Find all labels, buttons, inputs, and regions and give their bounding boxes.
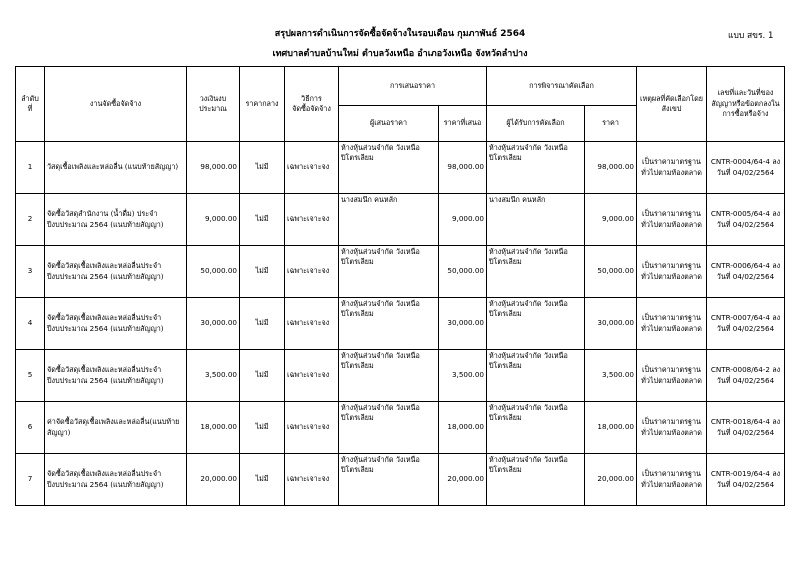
col-header-budget: วงเงินงบประมาณ xyxy=(187,67,240,142)
cell-budget: 3,500.00 xyxy=(187,350,240,402)
cell-median-price: ไม่มี xyxy=(240,142,285,194)
cell-item: จัดซื้อวัสดุสำนักงาน (น้ำดื่ม) ประจำปีงบประมาณ 2564 (แนบท้ายสัญญา) xyxy=(45,194,187,246)
table-row xyxy=(16,402,785,454)
cell-offer-price: 20,000.00 xyxy=(439,454,487,506)
table-row xyxy=(16,142,785,194)
cell-reason: เป็นราคามาตรฐานทั่วไปตามท้องตลาด xyxy=(637,246,707,298)
col-header-method: วิธีการ จัดซื้อจัดจ้าง xyxy=(285,67,339,142)
cell-bidder: นางสมนึก คนหลัก xyxy=(339,194,439,246)
cell-selected: ห้างหุ้นส่วนจำกัด วังเหนือปิโตรเลียม xyxy=(487,350,585,402)
cell-offer-price: 30,000.00 xyxy=(439,298,487,350)
cell-median-price: ไม่มี xyxy=(240,402,285,454)
cell-offer-price: 3,500.00 xyxy=(439,350,487,402)
cell-no: 2 xyxy=(16,194,45,246)
col-header-bidder: ผู้เสนอราคา xyxy=(339,106,439,142)
cell-budget: 30,000.00 xyxy=(187,298,240,350)
cell-selected: ห้างหุ้นส่วนจำกัด วังเหนือปิโตรเลียม xyxy=(487,142,585,194)
cell-item: จัดซื้อวัสดุเชื้อเพลิงและหล่อลื่นประจำปีงบประมาณ 2564 (แนบท้ายสัญญา) xyxy=(45,298,187,350)
cell-selected: ห้างหุ้นส่วนจำกัด วังเหนือปิโตรเลียม xyxy=(487,246,585,298)
cell-contract: CNTR-0019/64-4 ลงวันที่ 04/02/2564 xyxy=(707,454,785,506)
cell-selected: นางสมนึก คนหลัก xyxy=(487,194,585,246)
cell-reason: เป็นราคามาตรฐานทั่วไปตามท้องตลาด xyxy=(637,142,707,194)
cell-reason: เป็นราคามาตรฐานทั่วไปตามท้องตลาด xyxy=(637,194,707,246)
cell-median-price: ไม่มี xyxy=(240,194,285,246)
cell-bidder: ห้างหุ้นส่วนจำกัด วังเหนือปิโตรเลียม xyxy=(339,454,439,506)
table-row xyxy=(16,454,785,506)
cell-no: 6 xyxy=(16,402,45,454)
cell-item: จัดซื้อวัสดุเชื้อเพลิงและหล่อลื่นประจำปีงบประมาณ 2564 (แนบท้ายสัญญา) xyxy=(45,350,187,402)
cell-contract: CNTR-0006/64-4 ลงวันที่ 04/02/2564 xyxy=(707,246,785,298)
cell-method: เฉพาะเจาะจง xyxy=(285,402,339,454)
col-header-reason: เหตุผลที่คัดเลือกโดยสังเขป xyxy=(637,67,707,142)
cell-price: 3,500.00 xyxy=(585,350,637,402)
col-header-price: ราคา xyxy=(585,106,637,142)
form-number: แบบ สขร. 1 xyxy=(728,31,774,41)
page-title: สรุปผลการดำเนินการจัดซื้อจัดจ้างในรอบเดือน กุมภาพันธ์ 2564 xyxy=(274,29,526,39)
cell-price: 18,000.00 xyxy=(585,402,637,454)
cell-budget: 98,000.00 xyxy=(187,142,240,194)
cell-budget: 20,000.00 xyxy=(187,454,240,506)
cell-no: 3 xyxy=(16,246,45,298)
cell-reason: เป็นราคามาตรฐานทั่วไปตามท้องตลาด xyxy=(637,350,707,402)
table-row xyxy=(16,298,785,350)
cell-reason: เป็นราคามาตรฐานทั่วไปตามท้องตลาด xyxy=(637,298,707,350)
col-header-offer-group: การเสนอราคา xyxy=(339,67,487,106)
cell-offer-price: 18,000.00 xyxy=(439,402,487,454)
cell-contract: CNTR-0004/64-4 ลงวันที่ 04/02/2564 xyxy=(707,142,785,194)
cell-item: ค่าจัดซื้อวัสดุเชื้อเพลิงและหล่อลื่น(แนบท้ายสัญญา) xyxy=(45,402,187,454)
cell-price: 9,000.00 xyxy=(585,194,637,246)
cell-contract: CNTR-0018/64-4 ลงวันที่ 04/02/2564 xyxy=(707,402,785,454)
cell-method: เฉพาะเจาะจง xyxy=(285,298,339,350)
cell-bidder: ห้างหุ้นส่วนจำกัด วังเหนือปิโตรเลียม xyxy=(339,350,439,402)
cell-budget: 9,000.00 xyxy=(187,194,240,246)
page-subtitle: เทศบาลตำบลบ้านใหม่ ตำบลวังเหนือ อำเภอวังเหนือ จังหวัดลำปาง xyxy=(272,49,528,59)
cell-bidder: ห้างหุ้นส่วนจำกัด วังเหนือปิโตรเลียม xyxy=(339,402,439,454)
cell-method: เฉพาะเจาะจง xyxy=(285,246,339,298)
cell-selected: ห้างหุ้นส่วนจำกัด วังเหนือปิโตรเลียม xyxy=(487,454,585,506)
col-header-selection-group: การพิจารณาคัดเลือก xyxy=(487,67,637,106)
cell-method: เฉพาะเจาะจง xyxy=(285,350,339,402)
table-row xyxy=(16,194,785,246)
cell-method: เฉพาะเจาะจง xyxy=(285,454,339,506)
cell-no: 1 xyxy=(16,142,45,194)
cell-method: เฉพาะเจาะจง xyxy=(285,194,339,246)
cell-selected: ห้างหุ้นส่วนจำกัด วังเหนือปิโตรเลียม xyxy=(487,402,585,454)
table-row xyxy=(16,246,785,298)
col-header-item: งานจัดซื้อจัดจ้าง xyxy=(45,67,187,142)
cell-item: จัดซื้อวัสดุเชื้อเพลิงและหล่อลื่นประจำปีงบประมาณ 2564 (แนบท้ายสัญญา) xyxy=(45,454,187,506)
cell-selected: ห้างหุ้นส่วนจำกัด วังเหนือปิโตรเลียม xyxy=(487,298,585,350)
col-header-contract: เลขที่และวันที่ของสัญญาหรือข้อตกลงในการซื้อหรือจ้าง xyxy=(707,67,785,142)
cell-offer-price: 50,000.00 xyxy=(439,246,487,298)
cell-median-price: ไม่มี xyxy=(240,454,285,506)
cell-bidder: ห้างหุ้นส่วนจำกัด วังเหนือปิโตรเลียม xyxy=(339,246,439,298)
cell-price: 30,000.00 xyxy=(585,298,637,350)
cell-offer-price: 98,000.00 xyxy=(439,142,487,194)
cell-item: จัดซื้อวัสดุเชื้อเพลิงและหล่อลื่นประจำปีงบประมาณ 2564 (แนบท้ายสัญญา) xyxy=(45,246,187,298)
cell-median-price: ไม่มี xyxy=(240,350,285,402)
col-header-selected: ผู้ได้รับการคัดเลือก xyxy=(487,106,585,142)
cell-no: 4 xyxy=(16,298,45,350)
cell-price: 98,000.00 xyxy=(585,142,637,194)
cell-method: เฉพาะเจาะจง xyxy=(285,142,339,194)
cell-contract: CNTR-0005/64-4 ลงวันที่ 04/02/2564 xyxy=(707,194,785,246)
cell-median-price: ไม่มี xyxy=(240,298,285,350)
cell-contract: CNTR-0008/64-2 ลงวันที่ 04/02/2564 xyxy=(707,350,785,402)
cell-budget: 18,000.00 xyxy=(187,402,240,454)
table-row xyxy=(16,350,785,402)
col-header-offer-price: ราคาที่เสนอ xyxy=(439,106,487,142)
cell-contract: CNTR-0007/64-4 ลงวันที่ 04/02/2564 xyxy=(707,298,785,350)
cell-budget: 50,000.00 xyxy=(187,246,240,298)
cell-reason: เป็นราคามาตรฐานทั่วไปตามท้องตลาด xyxy=(637,402,707,454)
cell-price: 20,000.00 xyxy=(585,454,637,506)
cell-bidder: ห้างหุ้นส่วนจำกัด วังเหนือปิโตรเลียม xyxy=(339,142,439,194)
table-body xyxy=(16,142,785,506)
cell-price: 50,000.00 xyxy=(585,246,637,298)
procurement-table xyxy=(15,66,785,506)
cell-offer-price: 9,000.00 xyxy=(439,194,487,246)
cell-no: 7 xyxy=(16,454,45,506)
col-header-median-price: ราคากลาง xyxy=(240,67,285,142)
cell-median-price: ไม่มี xyxy=(240,246,285,298)
cell-bidder: ห้างหุ้นส่วนจำกัด วังเหนือปิโตรเลียม xyxy=(339,298,439,350)
col-header-no: ลำดับ ที่ xyxy=(16,67,45,142)
cell-reason: เป็นราคามาตรฐานทั่วไปตามท้องตลาด xyxy=(637,454,707,506)
cell-item: วัสดุเชื้อเพลิงและหล่อลื่น (แนบท้ายสัญญา) xyxy=(45,142,187,194)
cell-no: 5 xyxy=(16,350,45,402)
